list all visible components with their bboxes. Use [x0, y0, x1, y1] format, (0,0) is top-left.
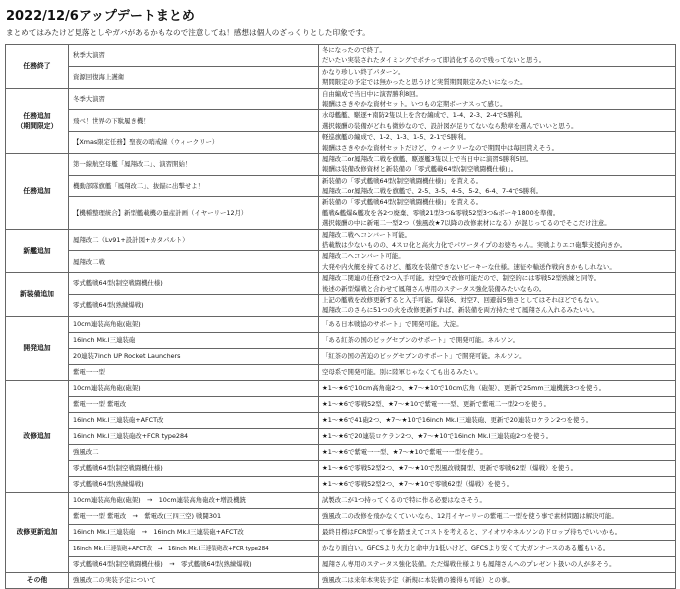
table-row — [6, 444, 676, 460]
note-line: 試製改二が1つ持ってくるので特に作る必要はなさそう。 — [322, 496, 486, 505]
note-line: 強風改二の改修を飛かなくていいなら、12月イヤーリーの紫電二一型を使う事で素材問題は解決可能。 — [322, 512, 618, 521]
item-label: 【機種整理統合】新型艦載機の量産計画（イヤーリー12月） — [73, 208, 248, 217]
note-line: 自由編成で当日中に演習勝利8回。 — [322, 89, 422, 98]
note-cell — [319, 175, 676, 197]
item-label: 紫電一一型 紫電改 → 紫電改(三四三空) 戦闘301 — [73, 512, 222, 521]
table-row — [6, 273, 676, 295]
item-cell — [69, 444, 319, 460]
item-label: 紫電一一型 紫電改 — [73, 400, 127, 409]
note-line: 上記の艦戦を改修更新すると入手可能。爆装6、対空7、回避弱5強さとしてはそれほどでもない。 — [322, 295, 603, 304]
table-row — [6, 460, 676, 476]
item-label: 10cm連装高角砲(砲架) → 10cm連装高角砲改+増設機銃 — [73, 496, 246, 505]
note-cell — [319, 348, 676, 364]
note-cell — [319, 197, 676, 229]
note-line: 水母艦艦、駆逐+南防2隻以上を含む編成で、1-4、2-3、2-4でS勝利。 — [322, 111, 527, 120]
table-row — [6, 412, 676, 428]
item-label: 鳳翔改二戦 — [73, 257, 105, 266]
table-row — [6, 175, 676, 197]
table-row — [6, 251, 676, 273]
note-line: 「ある日本戦協のサポート」で開発可能。大淀。 — [322, 320, 463, 329]
note-cell — [319, 229, 676, 251]
item-cell — [69, 364, 319, 380]
note-line: 鳳翔さん専用のステータス強化装備。ただ爆戦仕様よりも鳳翔さんへのプレゼント扱いの人が多そう。 — [322, 560, 616, 569]
note-line: 鳳翔改二のさらに51つの火を改修更新すれば、新装備を両方持たせて鳳翔さん入れるみたいい。 — [322, 306, 599, 315]
category-cell: 任務追加 — [6, 153, 69, 229]
note-line: 新装備の「零式艦戦64型(制空戦闘機仕様)」を貰える。 — [322, 198, 483, 207]
item-label: 冬季大演習 — [73, 94, 105, 103]
item-cell — [69, 572, 319, 588]
item-cell — [69, 332, 319, 348]
note-line: ★1〜★6で零戦52型2つ、★7〜★10で零戦62型（爆戦）を使う。 — [322, 480, 514, 489]
note-cell — [319, 460, 676, 476]
note-line: 選択報酬の装備がどれも微妙なので、設計図が足りてないなら勲章を選んでいいと思う。 — [322, 121, 578, 130]
category-cell: 新装備追加 — [6, 273, 69, 317]
note-line: ★1〜★6で零戦52型2つ、★7〜★10で烈風改戦闘型、更新で零戦62型（爆戦）を使う。 — [322, 464, 578, 473]
note-line: 最終目標はFCR型って事を踏まえてコストを考えると、アイオワやネルソンのドロップ待ちでいいかも。 — [322, 528, 622, 537]
table-row — [6, 88, 676, 110]
note-cell — [319, 476, 676, 492]
note-line: 報酬は装備改修資材と新装備の「零式艦載64型(制空戦闘機仕様)」。 — [322, 165, 518, 174]
category-cell: 改修追加 — [6, 380, 69, 492]
item-cell — [69, 508, 319, 524]
note-cell — [319, 412, 676, 428]
table-row — [6, 572, 676, 588]
item-label: 機動部隊旗艦「鳳翔改二」、抜錨に出撃せよ！ — [73, 181, 205, 190]
note-cell — [319, 508, 676, 524]
note-line: かなり珍しい終了パターン。 — [322, 67, 405, 76]
item-cell — [69, 110, 319, 132]
item-label: 零式艦戦64型(制空戦闘機仕様) — [73, 279, 163, 288]
note-line: ★1〜★6で41砲2つ、★7〜★10で16inch Mk.I三連装砲、更新で20連装ロケラン2つを使う。 — [322, 416, 593, 425]
note-cell — [319, 294, 676, 316]
note-cell — [319, 444, 676, 460]
note-line: だいたい実装されたタイミングでポチって即消化するので残ってないと思う。 — [322, 56, 546, 65]
note-cell — [319, 132, 676, 154]
note-cell — [319, 540, 676, 556]
item-cell — [69, 460, 319, 476]
item-cell — [69, 294, 319, 316]
note-line: ★1〜★6で零戦52型、★7〜★10で紫電一一型、更新で紫電二一型2つを使う。 — [322, 400, 550, 409]
note-cell — [319, 45, 676, 67]
item-label: 零式艦戦64型(制空戦闘機仕様) → 零式艦戦64型(熟練爆戦) — [73, 560, 252, 569]
note-line: 鳳翔改二戦へコンバート可能。 — [322, 230, 412, 239]
note-cell — [319, 556, 676, 572]
table-row — [6, 294, 676, 316]
table-row — [6, 428, 676, 444]
item-cell — [69, 396, 319, 412]
item-cell — [69, 476, 319, 492]
item-cell — [69, 524, 319, 540]
category-cell: 任務追加 （期間限定） — [6, 88, 69, 153]
table-row — [6, 66, 676, 88]
category-cell: 任務終了 — [6, 45, 69, 89]
note-cell — [319, 110, 676, 132]
item-label: 零式艦戦64型(熟練爆戦) — [73, 480, 144, 489]
item-label: 16inch Mk.I三連装砲+AFCT改 → 16inch Mk.I三連装砲改+FCR type284 — [73, 545, 269, 552]
item-cell — [69, 380, 319, 396]
note-cell — [319, 251, 676, 273]
note-cell — [319, 332, 676, 348]
item-label: 零式艦戦64型(熟練爆戦) — [73, 301, 144, 310]
note-line: ★1〜★6で10cm高角砲2つ、★7〜★10で10cm広角（砲架）、更新で25mm三連機銃3つを使う。 — [322, 384, 606, 393]
item-label: 16inch Mk.I三連装砲 → 16inch Mk.I三連装砲+AFCT改 — [73, 528, 244, 537]
note-cell — [319, 364, 676, 380]
item-cell — [69, 556, 319, 572]
item-label: 飛べ！世界の下駄履き機！ — [73, 116, 150, 125]
note-line: 鳳翔改二へコンバート可能。 — [322, 252, 405, 261]
note-line: 「紅茶の国の苦迫のビッグセブンのサポート」で開発可能。ネルソン。 — [322, 352, 526, 361]
table-row — [6, 153, 676, 175]
item-label: 10cm連装高角砲(砲架) — [73, 384, 141, 393]
item-cell — [69, 348, 319, 364]
note-line: かなり面白い。GFCSより火力と命中力1低いけど、GFCSより安くて大ガンナースのある艦もいる。 — [322, 544, 610, 553]
table-row — [6, 197, 676, 229]
item-label: 10cm連装高角砲(砲架) — [73, 320, 141, 329]
page-subtitle: まとめてはみたけど見落としやガバがあるかもなので注意してね！感想は個人のざっくりとした印象です。 — [6, 28, 370, 37]
table-row — [6, 396, 676, 412]
note-line: 艦戦&艦爆&艦攻を各2つ廃棄、零戦21型3つ&零戦52型3つ&ボーキ1800を準備。 — [322, 208, 560, 217]
category-cell: その他 — [6, 572, 69, 588]
table-row — [6, 364, 676, 380]
note-line: 期間限定の予定では無かったと思うけど実質期間限定みたいになった。 — [322, 78, 527, 87]
table-row — [6, 556, 676, 572]
item-cell — [69, 197, 319, 229]
table-row — [6, 476, 676, 492]
item-cell — [69, 428, 319, 444]
table-row — [6, 316, 676, 332]
item-label: 資源回復海上護衛 — [73, 72, 125, 81]
item-cell — [69, 251, 319, 273]
note-line: 冬になったので終了。 — [322, 46, 386, 54]
item-cell — [69, 66, 319, 88]
table-row — [6, 332, 676, 348]
note-cell — [319, 428, 676, 444]
note-cell — [319, 572, 676, 588]
table-row — [6, 229, 676, 251]
note-line: 「ある紅茶の国のビッグセブンのサポート」で開発可能。ネルソン。 — [322, 336, 520, 345]
note-cell — [319, 273, 676, 295]
item-cell — [69, 88, 319, 110]
note-line: 後述の新型爆戦と合わせて鳳翔さん専用のステータス強化装備みたいなもの。 — [322, 284, 546, 293]
item-label: 紫電一一型 — [73, 368, 105, 377]
note-line: 鳳翔改二関連の任務で2つ入手可能。対空9で改修可能だので、制空的には零戦52型熟練と同等。 — [322, 274, 601, 283]
item-label: 強風改二 — [73, 448, 99, 457]
item-label: 【Xmas限定任務】聖夜の哨戒線（ウィークリー） — [73, 138, 219, 147]
table-row — [6, 492, 676, 508]
note-line: 空母系で開発可能。別に陸軍じゃなくても出るみたい。 — [322, 368, 482, 377]
item-label: 16inch Mk.I三連装砲改+FCR type284 — [73, 432, 189, 441]
item-label: 秋季大演習 — [73, 51, 105, 60]
item-cell — [69, 45, 319, 67]
table-row — [6, 524, 676, 540]
note-cell — [319, 88, 676, 110]
note-cell — [319, 66, 676, 88]
note-line: 報酬はさきやかな資材セットだけど、ウィークリーなので期間中は毎回貰えそう。 — [322, 143, 559, 152]
category-cell: 開発追加 — [6, 316, 69, 380]
item-label: 16inch Mk.I三連装砲 — [73, 336, 136, 345]
note-line: 新装備の「零式艦戦64型(制空戦闘機仕様)」を貰える。 — [322, 176, 483, 185]
note-line: 大発や内火艇を持てるけど、艦攻を装備できないビーキーな仕様。速征や輸送作戦向きかもしれない。 — [322, 262, 616, 271]
item-cell — [69, 132, 319, 154]
table-row — [6, 508, 676, 524]
item-cell — [69, 153, 319, 175]
note-line: 強風改二は来年本実装予定（新規に本装備の獲得も可能）との事。 — [322, 576, 514, 585]
note-line: ★1〜★6で紫電一一型、★7〜★10で紫電一一型を使う。 — [322, 448, 487, 457]
update-summary-table — [5, 44, 676, 589]
note-line: 軽巡旗艦の編成で、1-2、1-3、1-5、2-1でS勝利。 — [322, 133, 470, 142]
item-label: 零式艦戦64型(制空戦闘機仕様) — [73, 464, 163, 473]
item-label: 鳳翔改二（Lv91+設計図+カタパルト） — [73, 235, 189, 244]
item-label: 強風改二の実装予定について — [73, 576, 156, 585]
note-cell — [319, 153, 676, 175]
category-cell: 改修更新追加 — [6, 492, 69, 572]
table-row — [6, 132, 676, 154]
item-cell — [69, 316, 319, 332]
table-row — [6, 348, 676, 364]
note-cell — [319, 396, 676, 412]
page-title: 2022/12/6アップデートまとめ — [6, 9, 195, 24]
note-cell — [319, 492, 676, 508]
note-line: 鳳翔改二or鳳翔改二戦を旗艦、駆逐艦3隻以上で当日中に演習S勝利5回。 — [322, 154, 533, 163]
item-label: 16inch Mk.I三連装砲+AFCT改 — [73, 416, 164, 425]
item-cell — [69, 229, 319, 251]
item-cell — [69, 412, 319, 428]
item-label: 第一線航空母艦「鳳翔改二」、演習開始！ — [73, 160, 192, 169]
note-line: ★1〜★6で20連装ロケラン2つ、★7〜★10で16inch Mk.I三連装砲2つを使う。 — [322, 432, 553, 441]
table-row — [6, 540, 676, 556]
item-cell — [69, 492, 319, 508]
item-cell — [69, 273, 319, 295]
item-cell — [69, 540, 319, 556]
item-cell — [69, 175, 319, 197]
note-cell — [319, 380, 676, 396]
table-row — [6, 45, 676, 67]
category-cell: 新艦追加 — [6, 229, 69, 273]
note-line: 選択報酬の中に新電二一型2つ（強風改★7以降の改修素材になる）が混じってるのでそこだけ注意。 — [322, 219, 611, 228]
note-cell — [319, 524, 676, 540]
note-line: 搭載数は少ないものの、4スロ化と高火力化でパワータイプのお婆ちゃん。実戦よりエコ砲撃支援向きか。 — [322, 241, 627, 250]
note-line: 報酬はさきやかな資材セット。いつもの定期ボーナスって感じ。 — [322, 99, 507, 108]
table-row — [6, 380, 676, 396]
item-label: 20連装7inch UP Rocket Launchers — [73, 352, 181, 361]
table-row — [6, 110, 676, 132]
note-line: 鳳翔改二or鳳翔改二戦を旗艦で、2-5、3-5、4-5、5-2、6-4、7-4でS勝利。 — [322, 187, 543, 196]
note-cell — [319, 316, 676, 332]
